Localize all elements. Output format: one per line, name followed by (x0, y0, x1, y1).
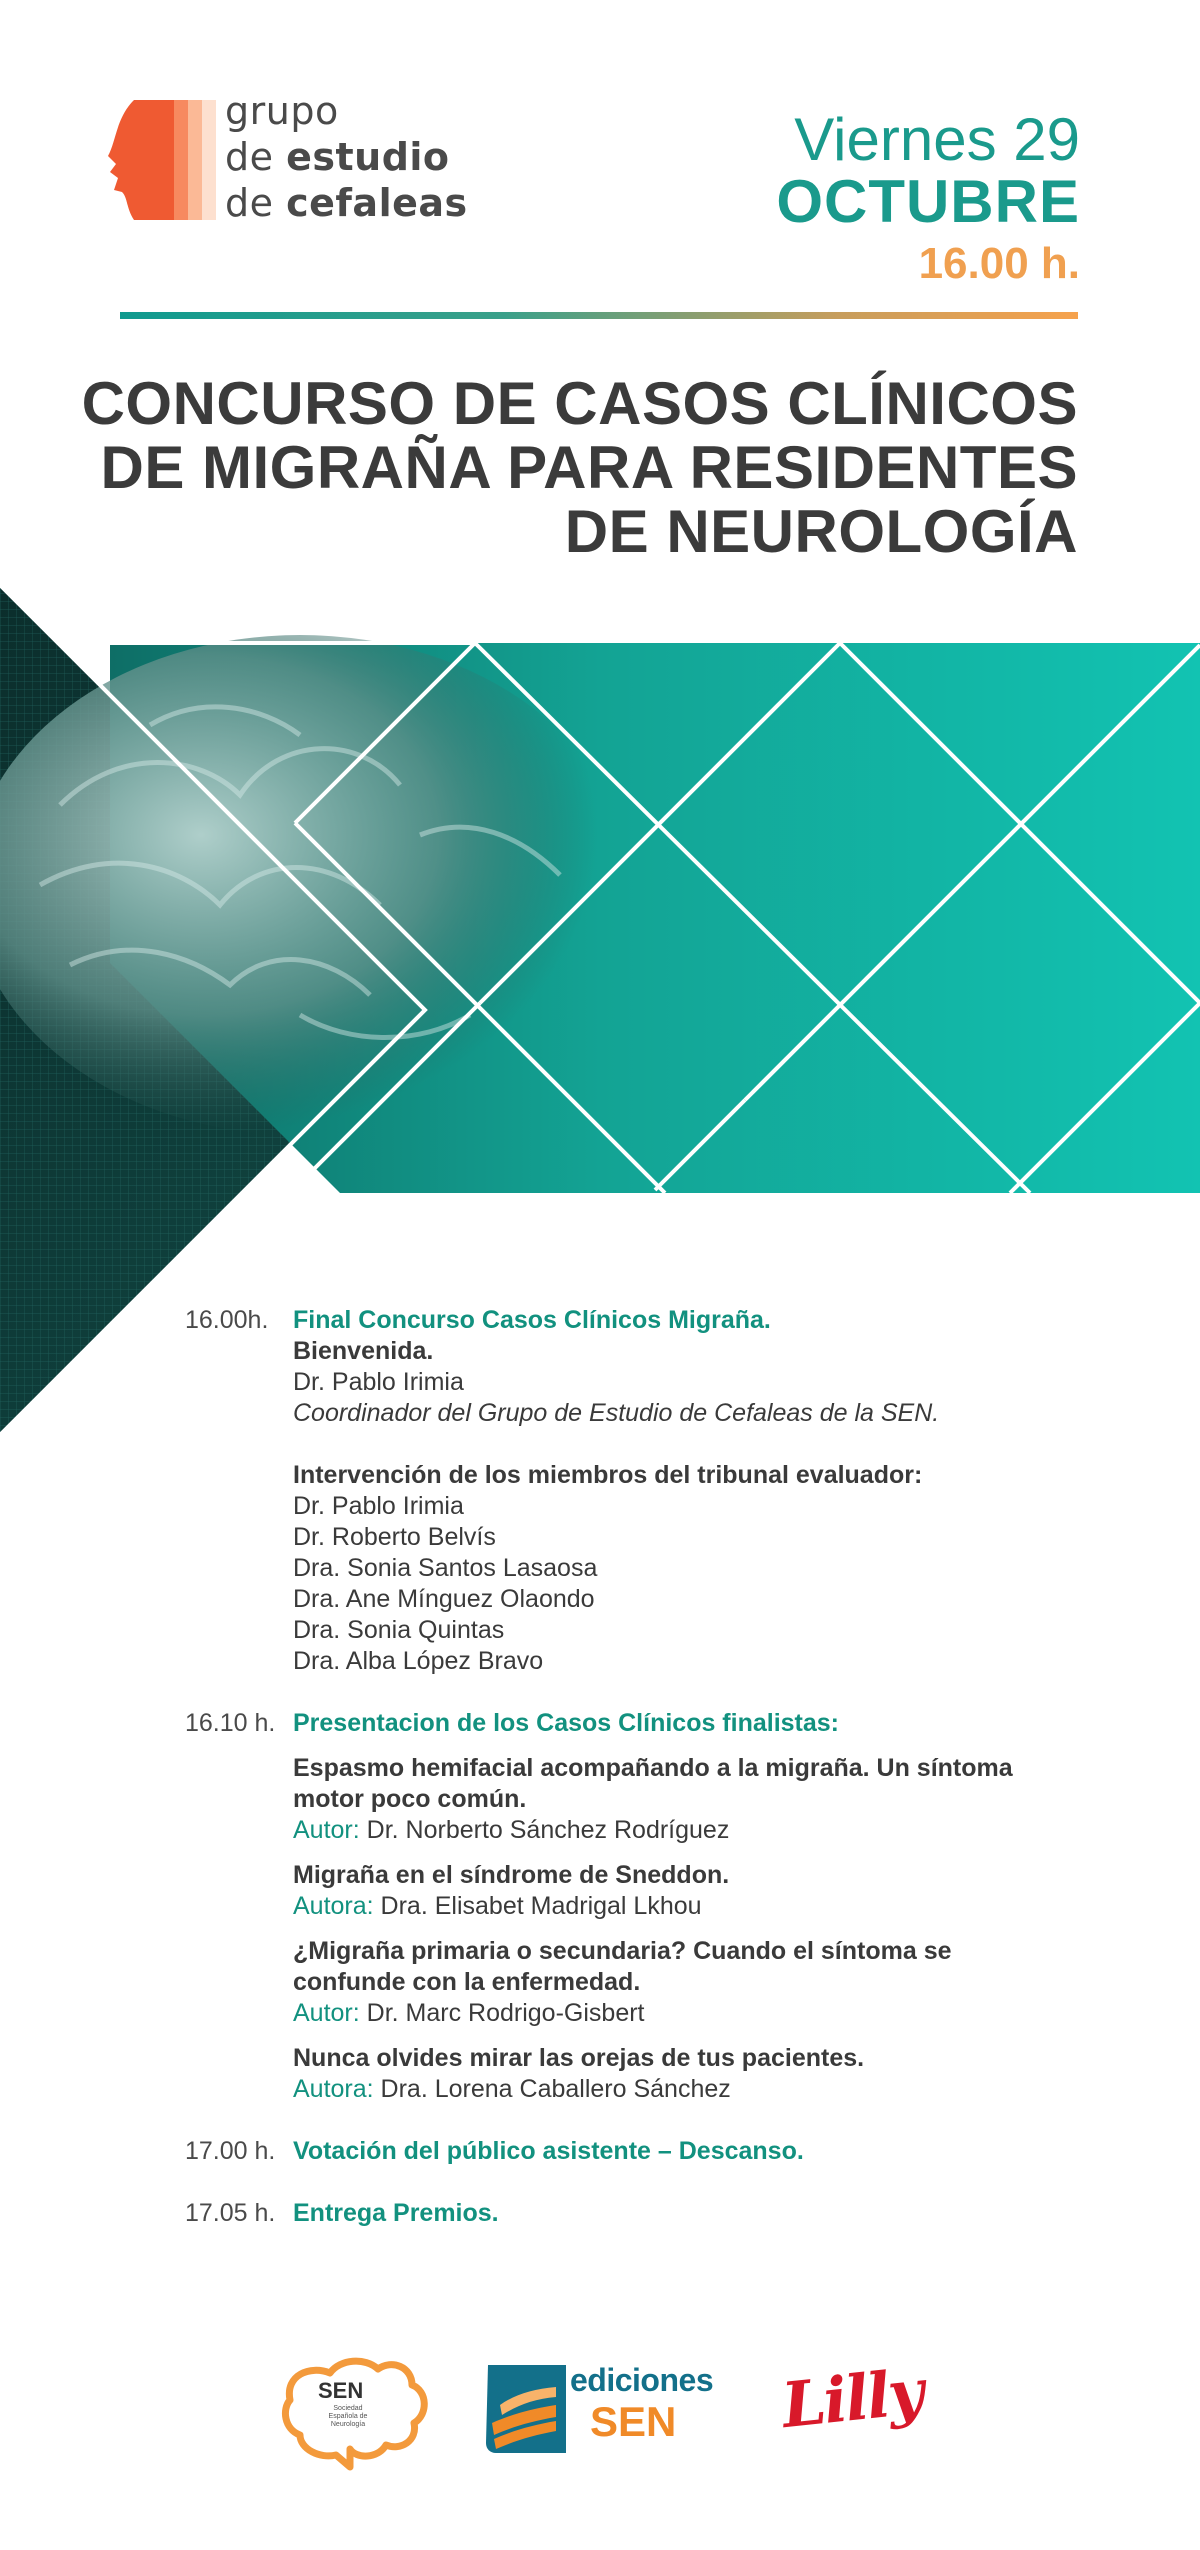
panel-member: Dra. Sonia Quintas (293, 1616, 505, 1644)
agenda-time: 17.00 h. (185, 2137, 276, 2165)
event-day: Viernes 29 (794, 106, 1080, 173)
case-title: Nunca olvides mirar las orejas de tus pacientes. (293, 2044, 865, 2072)
case-entry (293, 2043, 1085, 2105)
case-author: Autora: Dra. Elisabet Madrigal Lkhou (293, 1892, 702, 1920)
logo-line-2: de estudio (225, 135, 450, 179)
case-title: ¿Migraña primaria o secundaria? Cuando el síntoma se (293, 1937, 952, 1965)
agenda-item-title: Entrega Premios. (293, 2199, 499, 2227)
speaker-role: Coordinador del Grupo de Estudio de Cefaleas de la SEN. (293, 1399, 940, 1427)
event-time: 16.00 h. (918, 239, 1080, 288)
title-line-1: CONCURSO DE CASOS CLÍNICOS (81, 370, 1078, 437)
panel-member: Dra. Ane Mínguez Olaondo (293, 1585, 595, 1613)
case-title: motor poco común. (293, 1785, 527, 1813)
case-title: Espasmo hemifacial acompañando a la migraña. Un síntoma (293, 1754, 1013, 1782)
case-entry (293, 1753, 1085, 1846)
page-title (82, 372, 1078, 564)
agenda-item-title: Votación del público asistente – Descanso. (293, 2137, 804, 2165)
speaker-name: Dr. Pablo Irimia (293, 1368, 464, 1396)
case-author: Autora: Dra. Lorena Caballero Sánchez (293, 2075, 731, 2103)
logo-line-3: de cefaleas (225, 181, 468, 225)
panel-member: Dr. Roberto Belvís (293, 1523, 496, 1551)
case-author: Autor: Dr. Marc Rodrigo-Gisbert (293, 1999, 645, 2027)
agenda (185, 1305, 1085, 2229)
ediciones-sen-logo-icon (486, 2365, 566, 2453)
lilly-logo: Lilly (778, 2354, 926, 2443)
panel-member: Dr. Pablo Irimia (293, 1492, 464, 1520)
agenda-item-title: Presentacion de los Casos Clínicos finalistas: (293, 1709, 840, 1737)
agenda-item-title: Final Concurso Casos Clínicos Migraña. (293, 1306, 771, 1334)
agenda-time: 17.05 h. (185, 2199, 276, 2227)
panel-member: Dra. Alba López Bravo (293, 1647, 544, 1675)
title-line-3: DE NEUROLOGÍA (564, 498, 1078, 565)
ediciones-logo-line1: ediciones (570, 2362, 714, 2398)
case-title: confunde con la enfermedad. (293, 1968, 641, 1996)
welcome-label: Bienvenida. (293, 1337, 434, 1365)
sen-logo-label: SEN (318, 2378, 364, 2403)
grupo-cefaleas-wordmark (225, 88, 468, 226)
event-date (776, 108, 1080, 294)
agenda-item (185, 2136, 1085, 2167)
panel-heading: Intervención de los miembros del tribunal evaluador: (293, 1461, 923, 1489)
agenda-item (185, 2198, 1085, 2229)
event-month: OCTUBRE (776, 168, 1080, 235)
logo-line-1: grupo (225, 89, 339, 133)
case-entry (293, 1860, 1085, 1922)
agenda-item (185, 1708, 1085, 2105)
agenda-time: 16.10 h. (185, 1709, 276, 1737)
panel-member: Dra. Sonia Santos Lasaosa (293, 1554, 598, 1582)
title-line-2: DE MIGRAÑA PARA RESIDENTES (100, 434, 1078, 501)
case-author: Autor: Dr. Norberto Sánchez Rodríguez (293, 1816, 730, 1844)
case-title: Migraña en el síndrome de Sneddon. (293, 1861, 730, 1889)
agenda-item (185, 1305, 1085, 1677)
case-entry (293, 1936, 1085, 2029)
ediciones-logo-line2: SEN (590, 2398, 677, 2445)
sen-logo-subtitle: Sociedad Española de Neurología (328, 2405, 368, 2428)
agenda-time: 16.00h. (185, 1306, 269, 1334)
grupo-cefaleas-logo-icon (106, 98, 216, 222)
gradient-divider (120, 312, 1078, 319)
